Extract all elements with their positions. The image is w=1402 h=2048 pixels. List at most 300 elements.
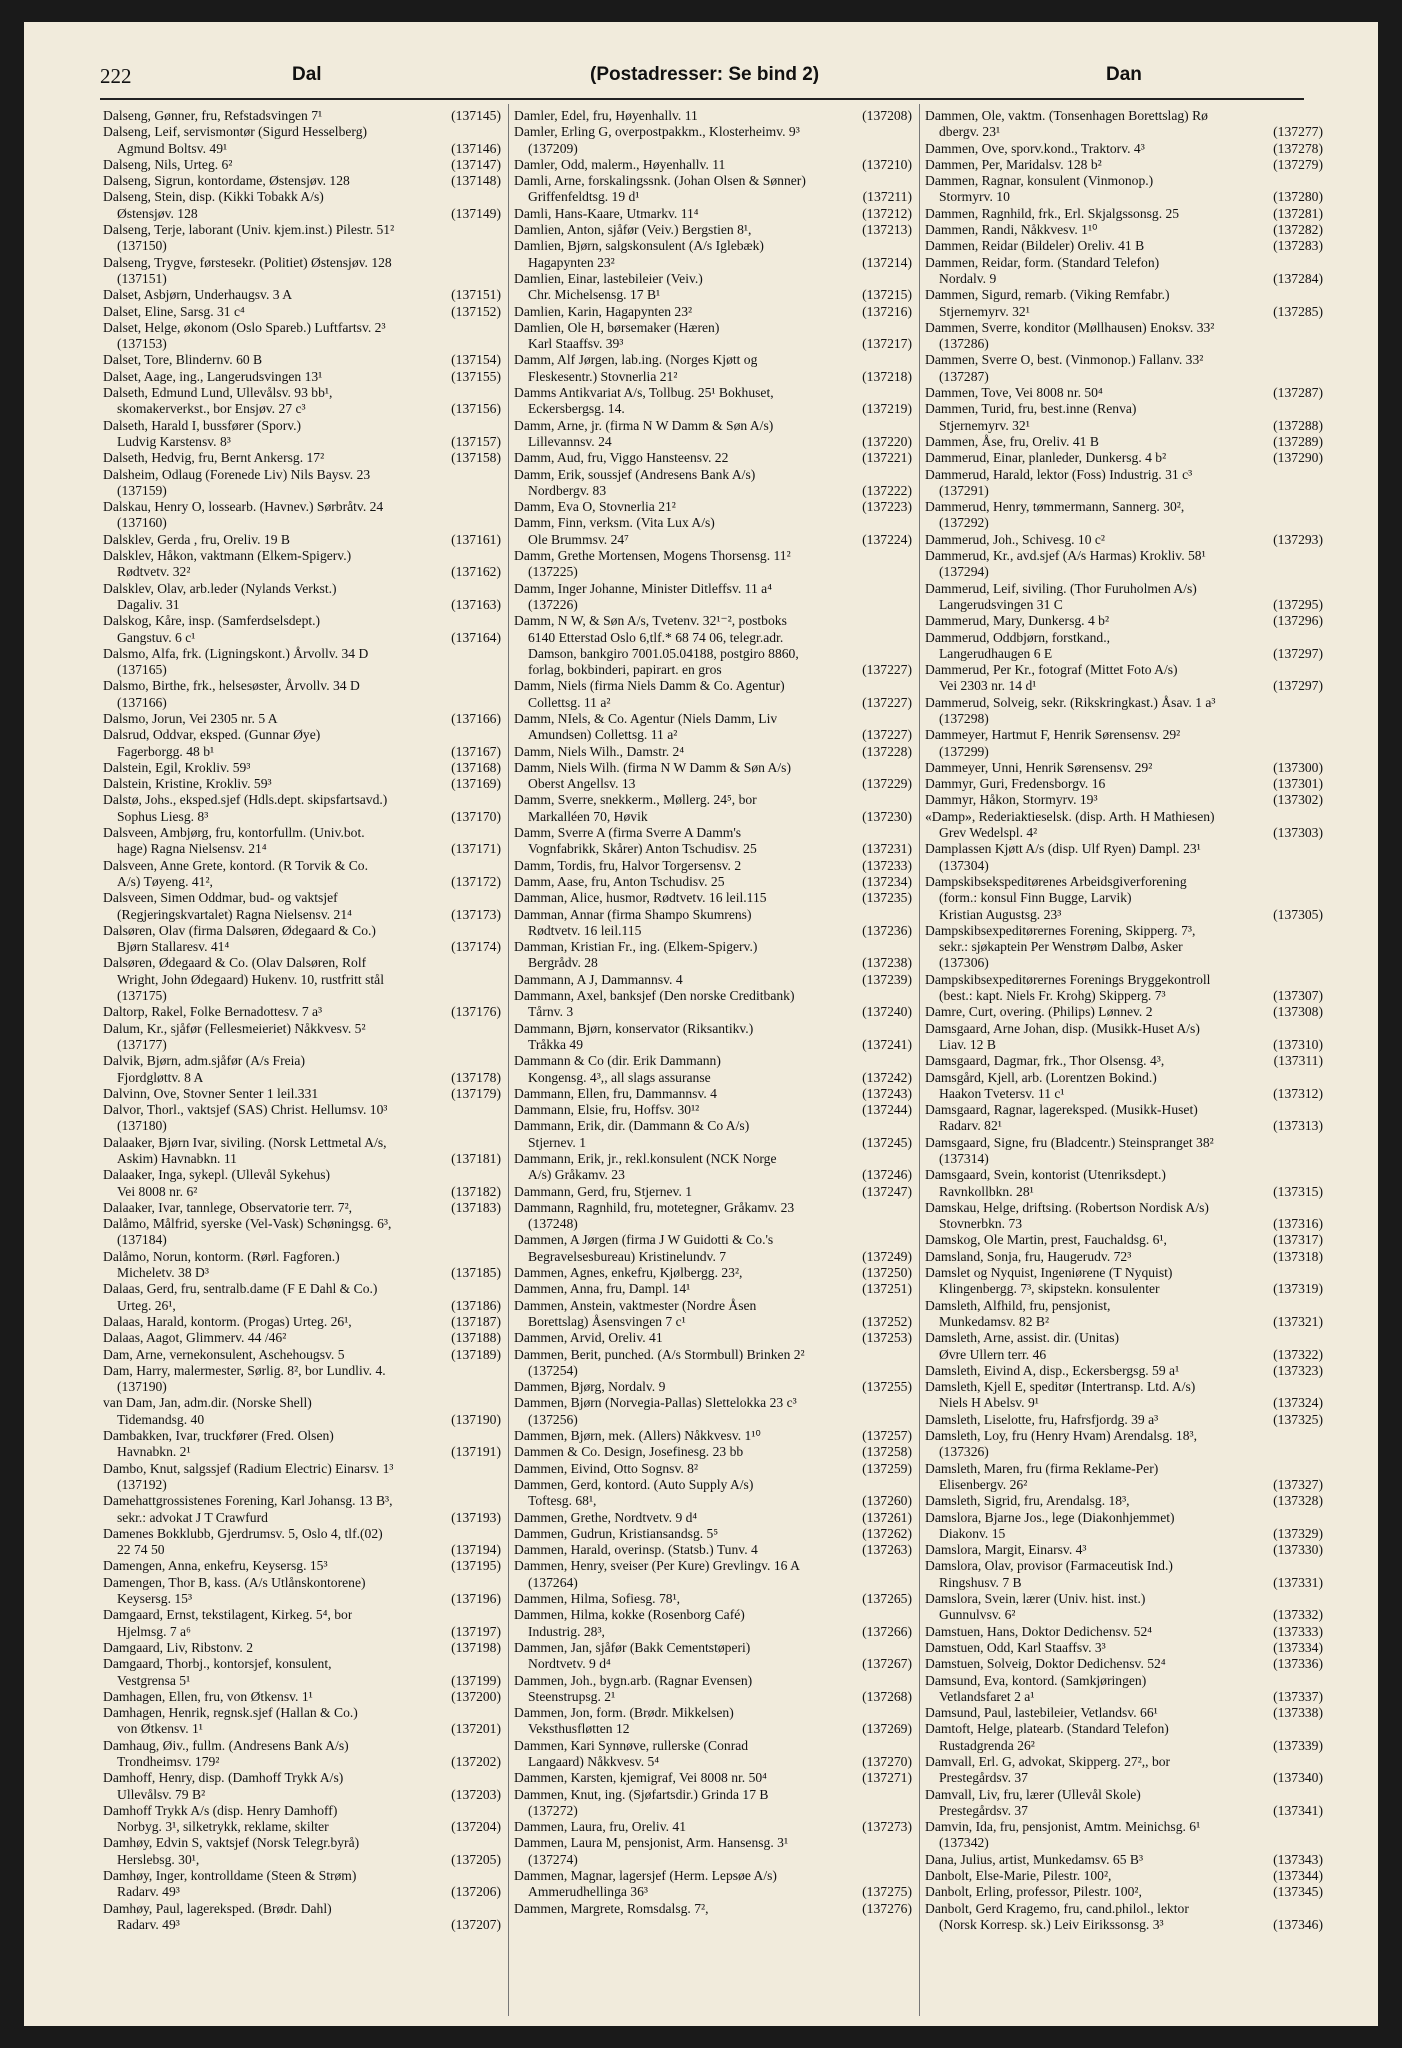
entry-number: (137249) xyxy=(862,1248,912,1264)
entry-number: (137323) xyxy=(1273,1362,1323,1378)
entry-text: Dammen, Anstein, vaktmester (Nordre Åsen xyxy=(514,1297,757,1313)
entry-text: Rødtvetv. 32² xyxy=(117,564,191,580)
entry-number: (137265) xyxy=(862,1591,912,1607)
directory-entry xyxy=(514,499,912,515)
directory-entry xyxy=(103,1607,501,1640)
entry-number: (137194) xyxy=(451,1542,501,1558)
entry-text: Dammen, Berit, punched. (A/s Stormbull) Brinken 2² xyxy=(514,1346,805,1362)
entry-number: (137287) xyxy=(1273,385,1323,401)
entry-text: Damsgaard, Svein, kontorist (Utenriksdept.) xyxy=(925,1167,1166,1183)
directory-entry xyxy=(925,1624,1323,1640)
entry-text: Dalvor, Thorl., vaktsjef (SAS) Christ. Hellumsv. 10³ xyxy=(103,1102,388,1118)
entry-text: Askim) Havnabkn. 11 xyxy=(117,1151,237,1166)
directory-entry xyxy=(514,1591,912,1607)
directory-entry xyxy=(925,1901,1323,1934)
directory-column-1 xyxy=(103,108,501,1933)
entry-number: (137174) xyxy=(451,939,501,955)
entry-text: Liav. 12 B xyxy=(939,1036,996,1052)
entry-text: Dammen, Kari Synnøve, rullerske (Conrad xyxy=(514,1737,749,1753)
entry-number: (137250) xyxy=(862,1265,912,1281)
directory-entry xyxy=(103,124,501,157)
directory-entry xyxy=(925,1249,1323,1265)
directory-entry xyxy=(925,1656,1323,1672)
entry-text: Dammen, Gudrun, Kristiansandsg. 5⁵ xyxy=(514,1525,719,1541)
entry-text: Dammerud, Leif, siviling. (Thor Furuholmen A/s) xyxy=(925,580,1197,596)
entry-text: Dammeyer, Unni, Henrik Sørensensv. 29² xyxy=(925,759,1153,775)
directory-entry xyxy=(925,1558,1323,1591)
entry-text: Dalum, Kr., sjåfør (Fellesmeieriet) Nåkkvesv. 5² xyxy=(103,1020,366,1036)
directory-entry xyxy=(925,1102,1323,1135)
directory-entry xyxy=(925,1673,1323,1706)
entry-number: (137318) xyxy=(1273,1248,1323,1264)
entry-text: Dampskibsexpeditørernes Forening, Skipperg. 7³, xyxy=(925,922,1196,938)
directory-entry xyxy=(925,352,1323,385)
directory-entry xyxy=(925,630,1323,663)
directory-entry xyxy=(103,1314,501,1330)
directory-entry xyxy=(514,385,912,418)
entry-text: (137180) xyxy=(117,1118,167,1134)
entry-text: Damlien, Ole H, børsemaker (Hæren) xyxy=(514,319,720,335)
directory-entry xyxy=(514,222,912,238)
entry-text: A/s) Tøyeng. 41², xyxy=(117,873,213,889)
directory-entry xyxy=(514,1330,912,1346)
entry-number: (137336) xyxy=(1273,1656,1323,1672)
entry-text: Dalaaker, Inga, sykepl. (Ullevål Sykehus) xyxy=(103,1167,331,1183)
entry-text: Danbolt, Else-Marie, Pilestr. 100², xyxy=(925,1868,1112,1884)
directory-entry xyxy=(925,1884,1323,1900)
entry-text: Damm, Niels (firma Niels Damm & Co. Agentur) xyxy=(514,678,785,694)
entry-text: Urteg. 26¹, xyxy=(117,1297,176,1313)
directory-entry xyxy=(103,792,501,825)
entry-number: (137228) xyxy=(862,743,912,759)
entry-text: Dalseth, Harald I, bussfører (Sporv.) xyxy=(103,417,302,433)
entry-text: Dalsklev, Gerda , fru, Oreliv. 19 B xyxy=(103,531,290,547)
entry-text: Damhøy, Edvin S, vaktsjef (Norsk Telegr.byrå) xyxy=(103,1835,360,1851)
entry-number: (137219) xyxy=(862,401,912,417)
entry-text: Damm, Sverre, snekkerm., Møllerg. 24⁵, bor xyxy=(514,792,757,808)
directory-entry xyxy=(925,727,1323,760)
directory-entry xyxy=(514,1428,912,1444)
entry-text: Dammen, Hilma, kokke (Rosenborg Café) xyxy=(514,1607,745,1623)
entry-text: Damler, Erling G, overpostpakkm., Klosterheimv. 9³ xyxy=(514,124,800,140)
entry-text: Danbolt, Gerd Kragemo, fru, cand.philol., lektor xyxy=(925,1900,1189,1916)
entry-text: Dalskau, Henry O, lossearb. (Havnev.) Sørbråtv. 24 xyxy=(103,499,384,515)
entry-text: (Norsk Korresp. sk.) Leiv Eirikssonsg. 3³ xyxy=(939,1916,1164,1932)
directory-entry xyxy=(103,369,501,385)
entry-text: Damsgård, Kjell, arb. (Lorentzen Bokind.) xyxy=(925,1069,1157,1085)
entry-text: Dammen, Margrete, Romsdalsg. 7², xyxy=(514,1900,709,1916)
directory-entry xyxy=(925,1379,1323,1412)
entry-number: (137344) xyxy=(1273,1868,1323,1884)
entry-number: (137251) xyxy=(862,1281,912,1297)
entry-number: (137275) xyxy=(862,1884,912,1900)
entry-text: Damstuen, Solveig, Doktor Dedichensv. 52⁴ xyxy=(925,1656,1166,1672)
directory-entry xyxy=(103,1705,501,1738)
entry-number: (137253) xyxy=(862,1330,912,1346)
entry-text: Herslebsg. 30¹, xyxy=(117,1851,200,1867)
directory-entry xyxy=(925,450,1323,466)
entry-number: (137282) xyxy=(1273,222,1323,238)
directory-entry xyxy=(925,1135,1323,1168)
entry-text: Dammen, Anna, fru, Dampl. 14¹ xyxy=(514,1281,691,1297)
directory-entry xyxy=(514,581,912,614)
entry-text: Sophus Liesg. 8³ xyxy=(117,808,209,824)
directory-entry xyxy=(103,1689,501,1705)
entry-text: Dammeyer, Hartmut F, Henrik Sørensensv. 29² xyxy=(925,727,1181,743)
entry-number: (137157) xyxy=(451,433,501,449)
directory-entry xyxy=(103,418,501,451)
entry-text: Prestegårdsv. 37 xyxy=(939,1770,1028,1786)
header-center-note: (Postadresser: Se bind 2) xyxy=(590,64,820,85)
entry-text: Dalseng, Nils, Urteg. 6² xyxy=(103,156,233,172)
entry-number: (137313) xyxy=(1273,1118,1323,1134)
directory-entry xyxy=(925,1640,1323,1656)
entry-number: (137276) xyxy=(862,1900,912,1916)
entry-text: Dalseth, Hedvig, fru, Bernt Ankersg. 17² xyxy=(103,450,325,466)
directory-entry xyxy=(514,1021,912,1054)
entry-number: (137181) xyxy=(451,1151,501,1166)
entry-number: (137203) xyxy=(451,1786,501,1802)
entry-number: (137338) xyxy=(1273,1705,1323,1721)
entry-text: Østensjøv. 128 xyxy=(117,205,198,221)
entry-text: Dammann, Erik, jr., rekl.konsulent (NCK Norge xyxy=(514,1151,777,1166)
directory-entry xyxy=(103,1249,501,1282)
directory-entry xyxy=(103,1200,501,1216)
directory-entry xyxy=(103,1021,501,1054)
entry-text: Dammen & Co. Design, Josefinesg. 23 bb xyxy=(514,1444,744,1460)
entry-text: von Øtkensv. 1¹ xyxy=(117,1721,203,1737)
directory-entry xyxy=(514,1347,912,1380)
entry-text: Damskau, Helge, driftsing. (Robertson Nordisk A/s) xyxy=(925,1199,1209,1215)
entry-number: (137213) xyxy=(862,222,912,238)
entry-text: Damlien, Einar, lastebileier (Veiv.) xyxy=(514,270,703,286)
directory-entry xyxy=(925,548,1323,581)
entry-text: Damhøy, Inger, kontrolldame (Steen & Strøm) xyxy=(103,1868,357,1884)
entry-text: forlag, bokbinderi, papirart. en gros xyxy=(528,662,722,678)
entry-text: Dammen, Bjørg, Nordalv. 9 xyxy=(514,1379,666,1395)
entry-text: Dammen, Ragnhild, frk., Erl. Skjalgssonsg. 25 xyxy=(925,205,1180,221)
directory-entry xyxy=(514,1298,912,1331)
entry-text: Langerudsvingen 31 C xyxy=(939,596,1063,612)
entry-text: Ludvig Karstensv. 8³ xyxy=(117,433,231,449)
entry-number: (137188) xyxy=(451,1330,501,1346)
entry-text: Dammen, Sigurd, remarb. (Viking Remfabr.) xyxy=(925,287,1170,303)
entry-text: Fagerborgg. 48 b¹ xyxy=(117,743,215,759)
entry-number: (137283) xyxy=(1273,238,1323,254)
entry-number: (137266) xyxy=(862,1623,912,1639)
entry-text: (137287) xyxy=(939,368,989,384)
entry-text: Kristian Augustsg. 23³ xyxy=(939,906,1062,922)
entry-text: dbergv. 23¹ xyxy=(939,124,1001,140)
directory-entry xyxy=(103,108,501,124)
entry-number: (137293) xyxy=(1273,531,1323,547)
entry-text: Dalset, Aage, ing., Langerudsvingen 13¹ xyxy=(103,368,323,384)
directory-entry xyxy=(103,581,501,614)
entry-number: (137211) xyxy=(862,189,912,205)
entry-text: Damm, Eva O, Stovnerlia 21² xyxy=(514,499,676,515)
entry-number: (137156) xyxy=(451,401,501,417)
entry-text: Hagapynten 23² xyxy=(528,254,615,270)
entry-text: Grev Wedelspl. 4² xyxy=(939,825,1038,841)
directory-entry xyxy=(103,189,501,222)
directory-entry xyxy=(103,1330,501,1346)
entry-number: (137259) xyxy=(862,1460,912,1476)
entry-text: Dammann, Bjørn, konservator (Riksantikv.) xyxy=(514,1020,754,1036)
entry-text: Damslora, Margit, Einarsv. 4³ xyxy=(925,1542,1087,1558)
entry-text: Danbolt, Erling, professor, Pilestr. 100², xyxy=(925,1884,1142,1900)
directory-entry xyxy=(103,1281,501,1314)
entry-number: (137163) xyxy=(451,596,501,612)
entry-text: Borettslag) Åsensvingen 7 c¹ xyxy=(528,1313,686,1329)
directory-entry xyxy=(925,434,1323,450)
entry-text: Damm, Alf Jørgen, lab.ing. (Norges Kjøtt og xyxy=(514,352,758,368)
directory-entry xyxy=(514,271,912,304)
entry-number: (137224) xyxy=(862,531,912,547)
directory-entry xyxy=(514,792,912,825)
column-divider xyxy=(508,104,509,2016)
entry-text: (137298) xyxy=(939,710,989,726)
page-header xyxy=(100,64,1304,92)
directory-entry xyxy=(514,1461,912,1477)
entry-text: Damslet og Nyquist, Ingeniørene (T Nyquist) xyxy=(925,1265,1173,1281)
directory-entry xyxy=(514,1819,912,1835)
directory-entry xyxy=(103,1526,501,1559)
entry-text: van Dam, Jan, adm.dir. (Norske Shell) xyxy=(103,1395,312,1411)
entry-number: (137319) xyxy=(1273,1281,1323,1297)
entry-number: (137246) xyxy=(862,1167,912,1183)
entry-text: (137304) xyxy=(939,857,989,873)
entry-text: Dammen, Eivind, Otto Sognsv. 8² xyxy=(514,1460,699,1476)
entry-number: (137230) xyxy=(862,808,912,824)
directory-entry xyxy=(925,809,1323,842)
entry-number: (137278) xyxy=(1273,140,1323,156)
entry-number: (137189) xyxy=(451,1346,501,1362)
directory-entry xyxy=(514,1151,912,1184)
directory-entry xyxy=(925,613,1323,629)
directory-entry xyxy=(925,1330,1323,1363)
entry-text: Dam, Harry, malermester, Sørlig. 8², bor Lundliv. 4. xyxy=(103,1362,386,1378)
entry-number: (137343) xyxy=(1273,1851,1323,1867)
entry-text: Damslora, Bjarne Jos., lege (Diakonhjemmet) xyxy=(925,1509,1175,1525)
directory-entry xyxy=(514,874,912,890)
directory-entry xyxy=(514,1526,912,1542)
directory-entry xyxy=(514,613,912,678)
entry-number: (137257) xyxy=(862,1428,912,1444)
entry-text: Dammen, Laura M, pensjonist, Arm. Hansensg. 3¹ xyxy=(514,1835,789,1851)
entry-text: Øvre Ullern terr. 46 xyxy=(939,1346,1047,1362)
entry-number: (137231) xyxy=(862,841,912,857)
entry-text: Damtoft, Helge, platearb. (Standard Telefon) xyxy=(925,1721,1169,1737)
column-divider xyxy=(919,104,920,2016)
entry-text: Damm, Erik, soussjef (Andresens Bank A/s) xyxy=(514,466,756,482)
entry-number: (137268) xyxy=(862,1688,912,1704)
entry-number: (137154) xyxy=(451,352,501,368)
entry-text: Dammyr, Håkon, Stormyrv. 19³ xyxy=(925,792,1098,808)
entry-text: Dammann, Ragnhild, fru, motetegner, Gråkamv. 23 xyxy=(514,1199,795,1215)
directory-entry xyxy=(103,222,501,255)
entry-text: Damman, Kristian Fr., ing. (Elkem-Spigerv.) xyxy=(514,939,758,955)
entry-number: (137322) xyxy=(1273,1346,1323,1362)
directory-entry xyxy=(925,108,1323,141)
directory-entry xyxy=(925,532,1323,548)
entry-text: Dalsveen, Ambjørg, fru, kontorfullm. (Univ.bot. xyxy=(103,825,365,841)
entry-number: (137328) xyxy=(1273,1493,1323,1509)
entry-number: (137289) xyxy=(1273,433,1323,449)
directory-entry xyxy=(103,1738,501,1771)
entry-text: Dammyr, Guri, Fredensborgv. 16 xyxy=(925,776,1106,792)
entry-text: Stormyrv. 10 xyxy=(939,189,1010,205)
directory-entry xyxy=(514,1086,912,1102)
entry-number: (137345) xyxy=(1273,1884,1323,1900)
directory-entry xyxy=(514,890,912,906)
entry-number: (137155) xyxy=(451,368,501,384)
directory-entry xyxy=(103,1558,501,1574)
directory-entry xyxy=(514,1542,912,1558)
directory-entry xyxy=(103,1575,501,1608)
directory-entry xyxy=(925,1412,1323,1428)
entry-text: 6140 Etterstad Oslo 6,tlf.* 68 74 06, telegr.adr. xyxy=(528,629,784,645)
directory-entry xyxy=(514,939,912,972)
entry-number: (137220) xyxy=(862,433,912,449)
entry-text: Rødtvetv. 16 leil.115 xyxy=(528,922,642,938)
directory-entry xyxy=(103,955,501,1004)
entry-number: (137341) xyxy=(1273,1802,1323,1818)
entry-number: (137281) xyxy=(1273,205,1323,221)
entry-text: Damsleth, Eivind A, disp., Eckersbergsg. 59 a¹ xyxy=(925,1362,1180,1378)
entry-text: Radarv. 82¹ xyxy=(939,1118,1002,1134)
entry-text: (137306) xyxy=(939,955,989,971)
entry-text: (137294) xyxy=(939,564,989,580)
entry-number: (137221) xyxy=(862,450,912,466)
directory-entry xyxy=(514,157,912,173)
directory-entry xyxy=(925,1021,1323,1054)
entry-number: (137207) xyxy=(451,1916,501,1932)
entry-text: Damhøy, Paul, lagereksped. (Brødr. Dahl) xyxy=(103,1900,332,1916)
directory-entry xyxy=(925,1754,1323,1787)
entry-text: Stjernev. 1 xyxy=(528,1134,587,1150)
entry-number: (137244) xyxy=(862,1102,912,1118)
entry-text: (137150) xyxy=(117,238,167,254)
entry-text: Dam, Arne, vernekonsulent, Aschehougsv. 5 xyxy=(103,1346,345,1362)
directory-entry xyxy=(103,1656,501,1689)
entry-text: Dammen, Randi, Nåkkvesv. 1¹⁰ xyxy=(925,222,1098,238)
entry-text: Damm, Sverre A (firma Sverre A Damm's xyxy=(514,825,742,841)
directory-entry xyxy=(514,320,912,353)
directory-entry xyxy=(514,825,912,858)
entry-text: (137192) xyxy=(117,1476,167,1492)
entry-number: (137340) xyxy=(1273,1770,1323,1786)
entry-number: (137187) xyxy=(451,1313,501,1329)
entry-text: (137177) xyxy=(117,1036,167,1052)
entry-text: Dammen, Ole, vaktm. (Tonsenhagen Borettslag) Rø xyxy=(925,108,1208,123)
entry-text: Dambakken, Ivar, truckfører (Fred. Olsen) xyxy=(103,1428,334,1444)
entry-text: Ringshusv. 7 B xyxy=(939,1574,1022,1590)
directory-entry xyxy=(103,1004,501,1020)
entry-text: Vestgrensa 5¹ xyxy=(117,1672,191,1688)
directory-entry xyxy=(514,1395,912,1428)
entry-text: Ravnkollbkn. 28¹ xyxy=(939,1183,1034,1199)
directory-entry xyxy=(925,1363,1323,1379)
entry-text: Griffenfeldtsg. 19 d¹ xyxy=(528,189,640,205)
entry-text: Damlien, Bjørn, salgskonsulent (A/s Iglebæk) xyxy=(514,238,764,254)
entry-number: (137258) xyxy=(862,1444,912,1460)
entry-text: Dammann, Ellen, fru, Dammannsv. 4 xyxy=(514,1085,717,1101)
entry-number: (137235) xyxy=(862,890,912,906)
directory-entry xyxy=(925,1510,1323,1543)
entry-text: Damhagen, Ellen, fru, von Øtkensv. 1¹ xyxy=(103,1688,313,1704)
entry-text: Stjernemyrv. 32¹ xyxy=(939,303,1030,319)
entry-text: Dammen, Joh., bygn.arb. (Ragnar Evensen) xyxy=(514,1672,753,1688)
entry-text: Dalsklev, Håkon, vaktmann (Elkem-Spigerv.) xyxy=(103,548,352,564)
entry-text: Dalset, Helge, økonom (Oslo Spareb.) Luftfartsv. 2³ xyxy=(103,319,386,335)
directory-entry xyxy=(514,1705,912,1738)
entry-text: Dammen, Gerd, kontord. (Auto Supply A/s) xyxy=(514,1476,754,1492)
entry-text: Trondheimsv. 179² xyxy=(117,1753,220,1769)
directory-entry xyxy=(925,581,1323,614)
entry-text: Damvall, Liv, fru, lærer (Ullevål Skole) xyxy=(925,1786,1141,1802)
directory-entry xyxy=(514,467,912,500)
directory-entry xyxy=(514,1232,912,1265)
directory-entry xyxy=(925,1493,1323,1509)
directory-entry xyxy=(514,1118,912,1151)
entry-number: (137310) xyxy=(1273,1036,1323,1052)
entry-number: (137315) xyxy=(1273,1183,1323,1199)
entry-number: (137271) xyxy=(862,1770,912,1786)
entry-number: (137202) xyxy=(451,1753,501,1769)
entry-text: Damslora, Svein, lærer (Univ. hist. inst.) xyxy=(925,1591,1146,1607)
entry-number: (137316) xyxy=(1273,1216,1323,1232)
entry-text: Dammann, Elsie, fru, Hoffsv. 30¹² xyxy=(514,1102,700,1118)
entry-text: Damsleth, Arne, assist. dir. (Unitas) xyxy=(925,1330,1120,1346)
entry-text: Damsgaard, Dagmar, frk., Thor Olsensg. 4³, xyxy=(925,1053,1165,1069)
directory-entry xyxy=(514,206,912,222)
entry-number: (137303) xyxy=(1273,825,1323,841)
entry-text: Dambo, Knut, salgssjef (Radium Electric) Einarsv. 1³ xyxy=(103,1460,394,1476)
entry-text: Damm, Niels Wilh., Damstr. 2⁴ xyxy=(514,743,685,759)
entry-number: (137312) xyxy=(1273,1085,1323,1101)
entry-text: Damler, Odd, malerm., Høyenhallv. 11 xyxy=(514,156,726,172)
entry-number: (137149) xyxy=(451,205,501,221)
directory-entry xyxy=(103,352,501,368)
directory-entry xyxy=(103,157,501,173)
entry-number: (137152) xyxy=(451,303,501,319)
entry-text: Dalaaker, Ivar, tannlege, Observatorie terr. 7², xyxy=(103,1199,353,1215)
entry-text: Dalseng, Terje, laborant (Univ. kjem.inst.) Pilestr. 51² xyxy=(103,222,395,238)
directory-entry xyxy=(514,1901,912,1917)
directory-entry xyxy=(925,874,1323,923)
entry-text: Dammen, Per, Maridalsv. 128 b² xyxy=(925,156,1102,172)
entry-number: (137332) xyxy=(1273,1607,1323,1623)
entry-text: Lillevannsv. 24 xyxy=(528,433,612,449)
entry-number: (137252) xyxy=(862,1313,912,1329)
entry-text: Tårnv. 3 xyxy=(528,1004,574,1020)
entry-text: Damsgaard, Ragnar, lagereksped. (Musikk-Huset) xyxy=(925,1102,1198,1118)
entry-number: (137327) xyxy=(1273,1476,1323,1492)
directory-column-3 xyxy=(925,108,1323,1933)
entry-text: Veksthusfløtten 12 xyxy=(528,1721,630,1737)
entry-text: Dalvik, Bjørn, adm.sjåfør (A/s Freia) xyxy=(103,1053,305,1069)
directory-entry xyxy=(103,727,501,760)
entry-text: Dammen, Grethe, Nordtvetv. 9 d⁴ xyxy=(514,1509,698,1525)
entry-number: (137302) xyxy=(1273,792,1323,808)
entry-text: (Regjeringskvartalet) Ragna Nielsensv. 21⁴ xyxy=(117,906,352,922)
directory-entry xyxy=(925,1787,1323,1820)
entry-text: Dammann, Gerd, fru, Stjernev. 1 xyxy=(514,1183,693,1199)
entry-text: Dalåmo, Norun, kontorm. (Rørl. Fagforen.) xyxy=(103,1248,340,1264)
entry-text: Dalset, Eline, Sarsg. 31 c⁴ xyxy=(103,303,245,319)
directory-entry xyxy=(103,646,501,679)
entry-number: (137172) xyxy=(451,873,501,889)
